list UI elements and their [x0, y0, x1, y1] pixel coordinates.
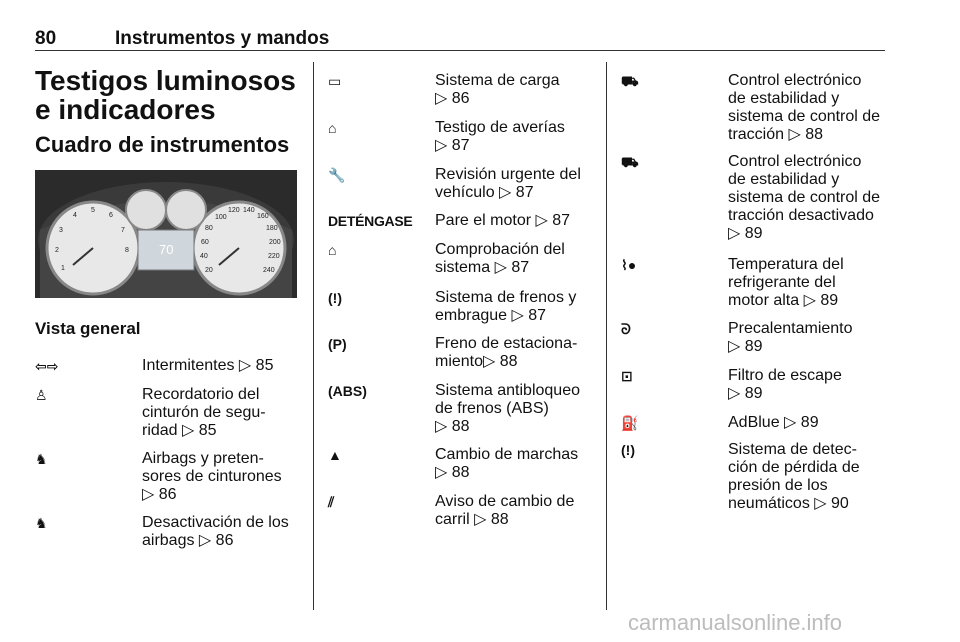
glow-plug-icon: ᘐ	[621, 321, 631, 337]
indicator-description: Pare el motor ▷ 87	[435, 212, 571, 229]
speedo-number: 80	[205, 225, 213, 232]
watermark: carmanualsonline.info	[628, 610, 843, 635]
seatbelt-icon: ♙	[35, 387, 48, 403]
brake-icon: (!)	[328, 290, 342, 306]
indicator-description: Airbags y preten- sores de cinturones ▷ 86	[142, 450, 282, 503]
indicator-description: Desactivación de los airbags ▷ 86	[142, 514, 289, 549]
indicator-description: Intermitentes ▷ 85	[142, 357, 274, 374]
tach-number: 5	[91, 207, 95, 214]
indicator-description: Testigo de averías ▷ 87	[435, 119, 565, 154]
tach-number: 4	[73, 212, 77, 219]
indicator-entry	[35, 514, 305, 604]
speedo-number: 160	[257, 213, 269, 220]
tire-pressure-icon: (!)	[621, 442, 635, 458]
indicator-entry	[621, 72, 891, 162]
tach-number: 7	[121, 227, 125, 234]
overview-heading: Vista general	[35, 319, 141, 338]
stop-engine-label: DETÉNGASE	[328, 213, 413, 229]
indicator-description: Sistema de detec- ción de pérdida de presión de los neumáticos ▷ 90	[728, 441, 860, 512]
indicator-description: AdBlue ▷ 89	[728, 414, 819, 431]
indicator-description: Precalentamiento ▷ 89	[728, 320, 853, 355]
speedo-number: 180	[266, 225, 278, 232]
indicator-description: Revisión urgente del vehículo ▷ 87	[435, 166, 581, 201]
indicator-description: Aviso de cambio de carril ▷ 88	[435, 493, 575, 528]
parking-brake-icon: (P)	[328, 336, 347, 352]
header-rule	[35, 50, 885, 51]
indicator-description: Cambio de marchas ▷ 88	[435, 446, 579, 481]
indicator-description: Recordatorio del cinturón de segu- ridad ▷ 85	[142, 386, 266, 439]
indicator-description: Comprobación del sistema ▷ 87	[435, 241, 565, 276]
indicator-description: Temperatura del refrigerante del motor alta ▷ 89	[728, 256, 844, 309]
lane-departure-icon: ⫽	[328, 494, 335, 510]
engine-icon: ⌂	[328, 120, 337, 136]
speedo-number: 20	[205, 267, 213, 274]
indicator-description: Freno de estaciona- miento▷ 88	[435, 335, 578, 370]
speedo-number: 140	[243, 207, 255, 214]
gear-shift-icon: ▲	[328, 447, 342, 463]
turn-signal-icon: ⇦⇨	[35, 358, 59, 374]
speedo-number: 40	[200, 253, 208, 260]
tach-number: 2	[55, 247, 59, 254]
indicator-description: Control electrónico de estabilidad y sistema de control de tracción ▷ 88	[728, 72, 881, 143]
airbag-icon: ♞	[35, 451, 48, 467]
column-divider-1	[313, 62, 314, 610]
speedo-number: 240	[263, 267, 275, 274]
speedo-number: 60	[201, 239, 209, 246]
indicator-description: Sistema de frenos y embrague ▷ 87	[435, 289, 577, 324]
esc-off-icon: ⛟	[621, 154, 639, 170]
tach-number: 6	[109, 212, 113, 219]
esc-icon: ⛟	[621, 73, 639, 89]
speedo-number: 200	[269, 239, 281, 246]
indicator-description: Sistema de carga ▷ 86	[435, 72, 560, 107]
speedo-number: 120	[228, 207, 240, 214]
indicator-entry	[621, 441, 891, 531]
section-title: Testigos luminosos e indicadores	[35, 65, 296, 125]
speedo-number: 220	[268, 253, 280, 260]
tach-number: 8	[125, 247, 129, 254]
indicator-description: Sistema antibloqueo de frenos (ABS) ▷ 88	[435, 382, 580, 435]
adblue-icon: ⛽	[621, 415, 639, 431]
indicator-description: Filtro de escape ▷ 89	[728, 367, 842, 402]
column-divider-2	[606, 62, 607, 610]
coolant-temp-icon: ⌇●	[621, 257, 637, 273]
battery-icon: ▭	[328, 73, 342, 89]
abs-icon: (ABS)	[328, 383, 367, 399]
tach-number: 1	[61, 265, 65, 272]
instrument-cluster-image	[35, 170, 297, 298]
indicator-entry	[621, 153, 891, 243]
section-subtitle: Cuadro de instrumentos	[35, 132, 290, 157]
indicator-entry	[328, 493, 598, 583]
system-check-icon: ⌂	[328, 242, 337, 258]
page-number: 80	[35, 28, 57, 49]
chapter-title: Instrumentos y mandos	[115, 28, 330, 49]
exhaust-filter-icon: ⊡	[621, 368, 633, 384]
wrench-icon: 🔧	[328, 167, 346, 183]
airbag-off-icon: ♞	[35, 515, 48, 531]
speedo-number: 100	[215, 214, 227, 221]
tach-number: 3	[59, 227, 63, 234]
display-speed: 70	[159, 242, 174, 257]
indicator-description: Control electrónico de estabilidad y sistema de control de tracción desactivado ▷ 89	[728, 153, 881, 242]
